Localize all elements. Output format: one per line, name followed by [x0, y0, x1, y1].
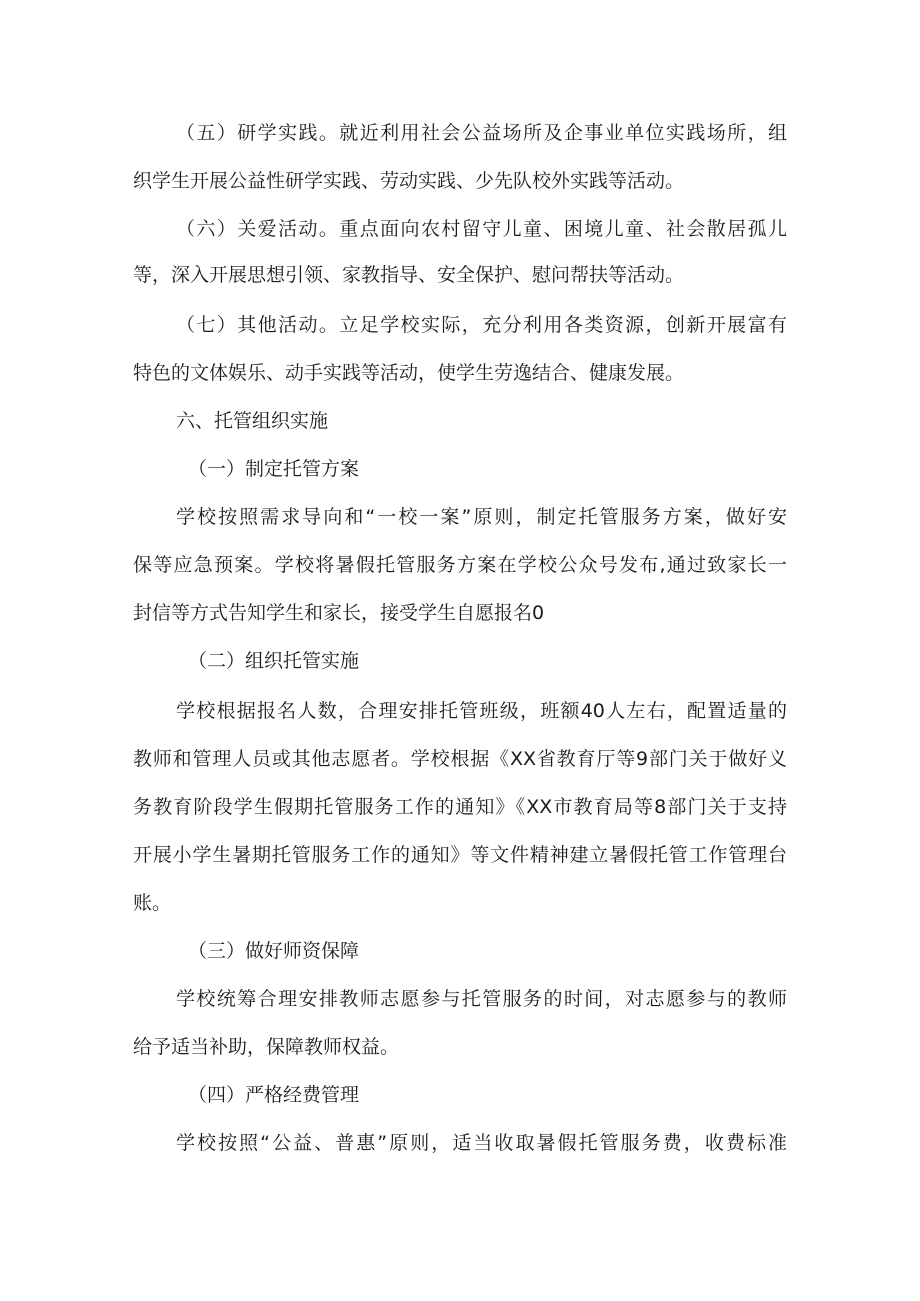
section-heading-6: 六、托管组织实施	[176, 410, 329, 432]
subheading-plan: （一）制定托管方案	[188, 458, 360, 480]
paragraph-research-line-1: （五）研学实践。就近利用社会公益场所及企事业单位实践场所，组	[176, 122, 787, 144]
paragraph-teachers-line-2: 给予适当补助，保障教师权益。	[133, 1036, 400, 1058]
subheading-organize: （二）组织托管实施	[188, 650, 360, 672]
paragraph-care-line-2: 等，深入开展思想引领、家教指导、安全保护、慰问帮扶等活动。	[133, 264, 685, 286]
paragraph-organize-line-4: 开展小学生暑期托管服务工作的通知》等文件精神建立暑假托管工作管理台	[133, 844, 787, 866]
paragraph-teachers-line-1: 学校统筹合理安排教师志愿参与托管服务的时间，对志愿参与的教师	[176, 988, 787, 1010]
paragraph-organize-line-2: 教师和管理人员或其他志愿者。学校根据《XX省教育厅等9部门关于做好义	[133, 748, 787, 770]
paragraph-plan-line-3: 封信等方式告知学生和家长，接受学生自愿报名0	[133, 602, 545, 624]
subheading-funds: （四）严格经费管理	[188, 1084, 360, 1106]
paragraph-organize-line-1: 学校根据报名人数，合理安排托管班级，班额40人左右，配置适量的	[176, 700, 787, 722]
paragraph-other-line-1: （七）其他活动。立足学校实际，充分利用各类资源，创新开展富有	[176, 314, 787, 336]
paragraph-funds-line-1: 学校按照“公益、普惠”原则，适当收取暑假托管服务费，收费标准	[176, 1132, 787, 1154]
paragraph-research-line-2: 织学生开展公益性研学实践、劳动实践、少先队校外实践等活动。	[133, 170, 685, 192]
paragraph-plan-line-2: 保等应急预案。学校将暑假托管服务方案在学校公众号发布,通过致家长一	[133, 554, 787, 576]
paragraph-plan-line-1: 学校按照需求导向和“一校一案”原则，制定托管服务方案，做好安	[176, 506, 787, 528]
paragraph-care-line-1: （六）关爱活动。重点面向农村留守儿童、困境儿童、社会散居孤儿	[176, 218, 787, 240]
paragraph-other-line-2: 特色的文体娱乐、动手实践等活动，使学生劳逸结合、健康发展。	[133, 362, 685, 384]
paragraph-organize-line-5: 账。	[133, 892, 172, 914]
subheading-teachers: （三）做好师资保障	[188, 940, 360, 962]
paragraph-organize-line-3: 务教育阶段学生假期托管服务工作的通知》《XX市教育局等8部门关于支持	[133, 796, 787, 818]
